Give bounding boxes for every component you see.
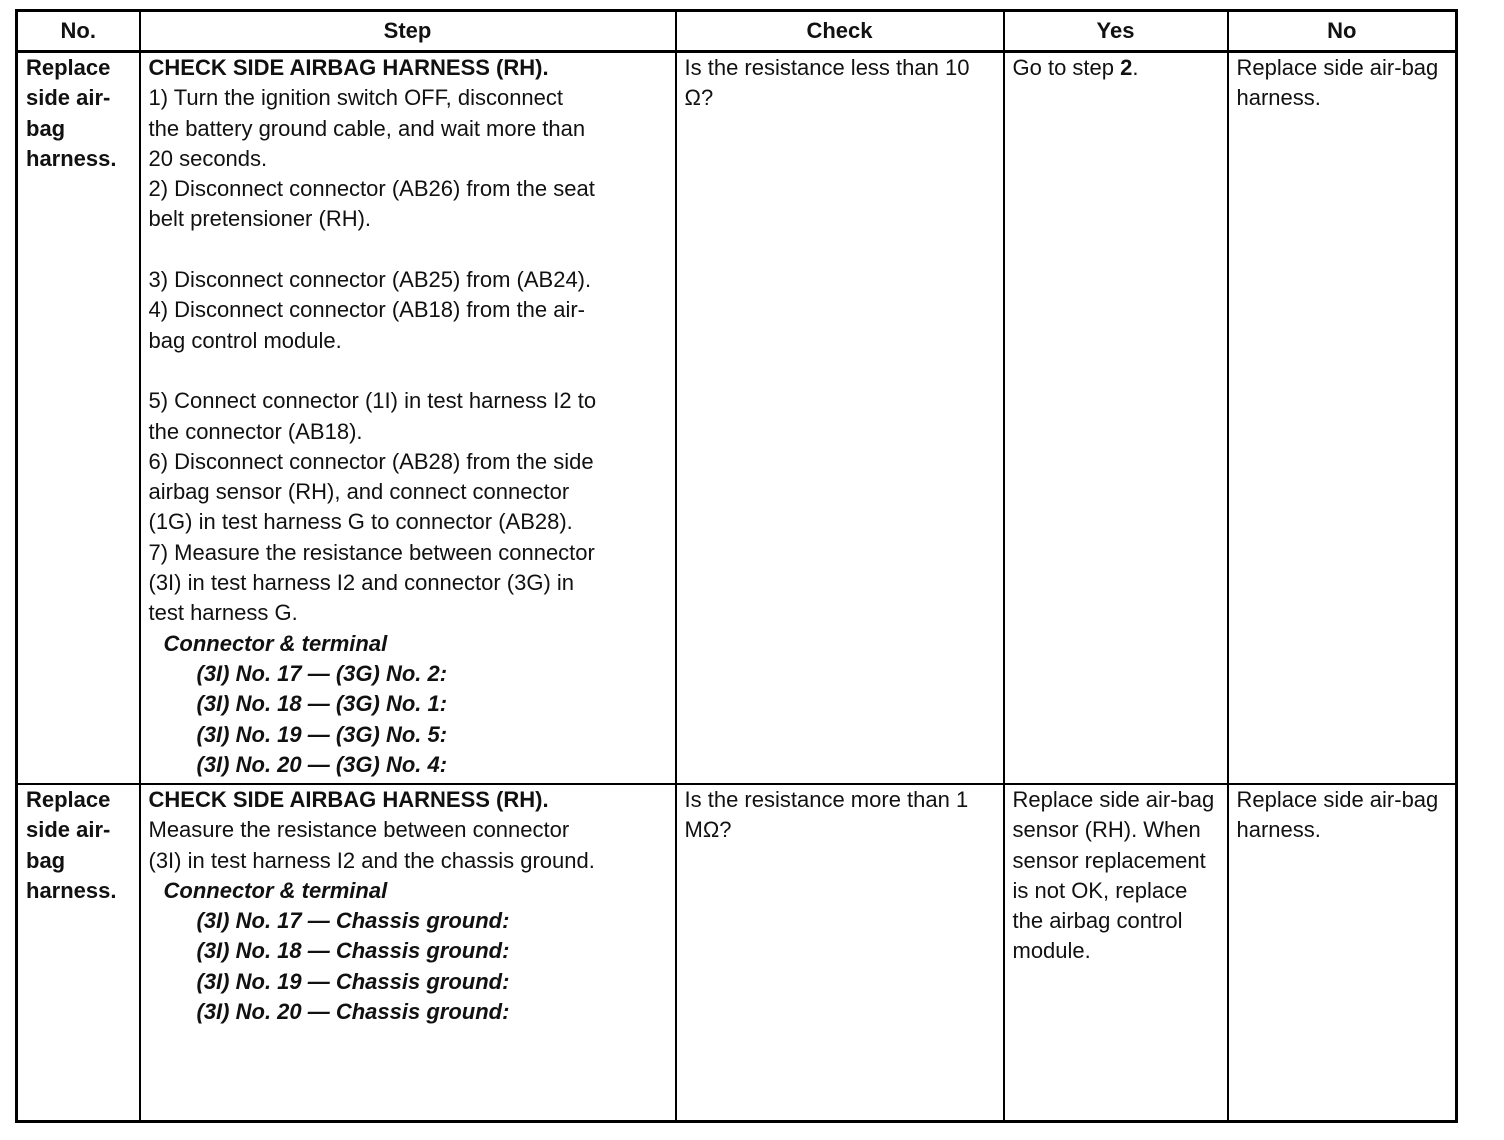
step-line: 20 seconds. bbox=[148, 145, 268, 171]
terminal-caption: Connector & terminal bbox=[163, 877, 388, 903]
step-line: the connector (AB18). bbox=[148, 418, 363, 444]
check-question: Is the resistance more than 1 MΩ? bbox=[684, 787, 969, 843]
terminal-item: (3I) No. 19 — (3G) No. 5: bbox=[196, 721, 448, 747]
terminal-item: (3I) No. 17 — Chassis ground: bbox=[196, 908, 510, 934]
no-cell bbox=[1228, 52, 1457, 785]
yes-prefix: Go to step bbox=[1012, 55, 1121, 80]
check-question: Is the resistance less than 10 Ω? bbox=[684, 55, 970, 111]
terminal-item: (3I) No. 18 — Chassis ground: bbox=[196, 938, 510, 964]
table-row bbox=[17, 784, 1457, 1122]
step-line: bag control module. bbox=[148, 327, 342, 353]
step-line: (3I) in test harness I2 and connector (3G) in bbox=[148, 570, 575, 596]
step-cell bbox=[140, 784, 676, 1122]
header-row bbox=[17, 11, 1457, 52]
terminal-caption: Connector & terminal bbox=[163, 630, 388, 656]
step-line: 4) Disconnect connector (AB18) from the air- bbox=[148, 297, 586, 323]
diagnostic-table bbox=[15, 9, 1458, 1123]
step-line: 7) Measure the resistance between connector bbox=[148, 539, 595, 565]
step-line: 6) Disconnect connector (AB28) from the side bbox=[148, 448, 594, 474]
terminal-item: (3I) No. 20 — (3G) No. 4: bbox=[196, 751, 448, 777]
step-line: 1) Turn the ignition switch OFF, disconnect bbox=[148, 85, 564, 111]
step-line: Measure the resistance between connector bbox=[148, 817, 570, 843]
header-yes: Yes bbox=[1004, 11, 1228, 52]
header-no: No. bbox=[17, 11, 140, 52]
no-cell bbox=[1228, 784, 1457, 1122]
step-line: 5) Connect connector (1I) in test harness I2 to bbox=[148, 388, 597, 414]
table-row bbox=[17, 52, 1457, 785]
step-line: 2) Disconnect connector (AB26) from the seat bbox=[148, 176, 595, 202]
step-line: test harness G. bbox=[148, 600, 298, 626]
header-step: Step bbox=[140, 11, 676, 52]
header-no-result: No bbox=[1228, 11, 1457, 52]
step-title: CHECK SIDE AIRBAG HARNESS (RH). bbox=[148, 787, 549, 812]
terminal-item: (3I) No. 17 — (3G) No. 2: bbox=[196, 660, 448, 686]
no-action: Replace side air-bag harness. bbox=[1236, 55, 1439, 111]
step-number: Replace side air-bag harness. bbox=[17, 52, 140, 785]
yes-suffix: . bbox=[1132, 55, 1139, 80]
yes-action bbox=[1013, 53, 1219, 83]
step-number: Replace side air-bag harness. bbox=[17, 784, 140, 1122]
header-check: Check bbox=[676, 11, 1004, 52]
yes-step-ref: 2 bbox=[1120, 55, 1133, 80]
yes-action: Replace side air-bag sensor (RH). When sensor replacement is not OK, replace the airbag control module. bbox=[1012, 787, 1215, 964]
yes-cell bbox=[1004, 784, 1228, 1122]
step-line: (1G) in test harness G to connector (AB28). bbox=[148, 509, 573, 535]
step-line: 3) Disconnect connector (AB25) from (AB24). bbox=[148, 267, 592, 293]
step-line: the battery ground cable, and wait more than bbox=[148, 115, 586, 141]
check-cell bbox=[676, 784, 1004, 1122]
step-cell bbox=[140, 52, 676, 785]
check-cell bbox=[676, 52, 1004, 785]
step-line: airbag sensor (RH), and connect connector bbox=[148, 479, 570, 505]
step-title: CHECK SIDE AIRBAG HARNESS (RH). bbox=[148, 55, 549, 80]
terminal-item: (3I) No. 20 — Chassis ground: bbox=[196, 999, 510, 1025]
step-line: (3I) in test harness I2 and the chassis ground. bbox=[148, 847, 595, 873]
step-line: belt pretensioner (RH). bbox=[148, 206, 372, 232]
table-header bbox=[17, 11, 1457, 52]
spacer bbox=[149, 235, 667, 265]
yes-cell bbox=[1004, 52, 1228, 785]
no-action: Replace side air-bag harness. bbox=[1236, 787, 1439, 843]
terminal-item: (3I) No. 18 — (3G) No. 1: bbox=[196, 691, 448, 717]
spacer bbox=[149, 356, 667, 386]
terminal-item: (3I) No. 19 — Chassis ground: bbox=[196, 968, 510, 994]
